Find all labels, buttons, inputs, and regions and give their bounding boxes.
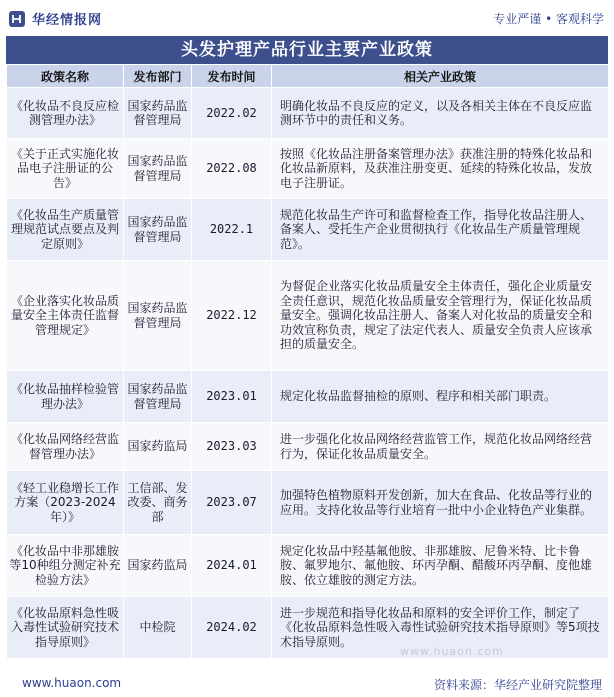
policy-dept: 国家药品监督管理局 xyxy=(124,139,192,199)
policy-desc: 明确化妆品不良反应的定义，以及各相关主体在不良反应监测环节中的责任和义务。 xyxy=(272,88,609,139)
policy-date: 2022.02 xyxy=(192,88,272,139)
policy-name: 《化妆品不良反应检测管理办法》 xyxy=(7,88,124,139)
table-row xyxy=(7,261,609,371)
policy-dept: 国家药品监督管理局 xyxy=(124,371,192,423)
policy-dept: 工信部、发改委、商务部 xyxy=(124,471,192,535)
footer-url: www.huaon.com xyxy=(22,676,122,690)
brand-logo xyxy=(8,9,102,28)
policy-dept: 国家药监局 xyxy=(124,535,192,597)
policy-date: 2024.01 xyxy=(192,535,272,597)
policy-table xyxy=(6,64,609,659)
policy-name: 《轻工业稳增长工作方案（2023-2024年）》 xyxy=(7,471,124,535)
policy-desc: 进一步规范和指导化妆品和原料的安全评价工作，制定了《化妆品原料急性吸入毒性试验研究技术指导原则》等5项技术指导原则。 xyxy=(272,597,609,659)
logo-text: 华经情报网 xyxy=(32,13,103,28)
policy-date: 2024.02 xyxy=(192,597,272,659)
policy-date: 2022.08 xyxy=(192,139,272,199)
table-row xyxy=(7,139,609,199)
policy-desc: 规定化妆品监督抽检的原则、程序和相关部门职责。 xyxy=(272,371,609,423)
top-bar xyxy=(0,0,614,36)
slogan: 专业严谨 • 客观科学 xyxy=(493,12,604,26)
policy-name: 《化妆品抽样检验管理办法》 xyxy=(7,371,124,423)
policy-date: 2023.01 xyxy=(192,371,272,423)
policy-name: 《关于正式实施化妆品电子注册证的公告》 xyxy=(7,139,124,199)
footer xyxy=(0,672,614,697)
table-row xyxy=(7,371,609,423)
policy-desc: 进一步强化化妆品网络经营监管工作，规范化妆品网络经营行为，保证化妆品质量安全。 xyxy=(272,423,609,471)
policy-name: 《化妆品中非那雄胺等10种组分测定补充检验方法》 xyxy=(7,535,124,597)
huajing-logo-icon xyxy=(8,10,26,28)
policy-name: 《化妆品原料急性吸入毒性试验研究技术指导原则》 xyxy=(7,597,124,659)
policy-desc: 为督促企业落实化妆品质量安全主体责任，强化企业质量安全责任意识，规范化妆品质量安全管理行为，保证化妆品质量安全。强调化妆品注册人、备案人对化妆品的质量安全和功效宣称负责，规定了法定代表人、质量安全负责人应该承担的质量安全。 xyxy=(272,261,609,371)
policy-date: 2022.12 xyxy=(192,261,272,371)
policy-date: 2022.1 xyxy=(192,199,272,261)
page-title: 头发护理产品行业主要产业政策 xyxy=(6,36,608,64)
column-header-dept: 发布部门 xyxy=(124,65,192,88)
column-header-date: 发布时间 xyxy=(192,65,272,88)
policy-desc: 按照《化妆品注册备案管理办法》获准注册的特殊化妆品和化妆品新原料，及获准注册变更、延续的特殊化妆品，发放电子注册证。 xyxy=(272,139,609,199)
table-row xyxy=(7,535,609,597)
policy-dept: 中检院 xyxy=(124,597,192,659)
table-row xyxy=(7,88,609,139)
watermark: www.huaon.com xyxy=(400,645,504,658)
policy-desc: 规范化妆品生产许可和监督检查工作，指导化妆品注册人、备案人、受托生产企业贯彻执行《化妆品生产质量管理规范》。 xyxy=(272,199,609,261)
table-row xyxy=(7,199,609,261)
table-row xyxy=(7,597,609,659)
policy-desc: 加强特色植物原料开发创新，加大在食品、化妆品等行业的应用。支持化妆品等行业培育一批中小企业特色产业集群。 xyxy=(272,471,609,535)
policy-name: 《化妆品生产质量管理规范试点要点及判定原则》 xyxy=(7,199,124,261)
column-header-name: 政策名称 xyxy=(7,65,124,88)
table-header-row xyxy=(7,65,609,88)
source-note: 资料来源：华经产业研究院整理 xyxy=(433,678,602,692)
table-row xyxy=(7,423,609,471)
policy-name: 《化妆品网络经营监督管理办法》 xyxy=(7,423,124,471)
policy-date: 2023.03 xyxy=(192,423,272,471)
policy-dept: 国家药品监督管理局 xyxy=(124,88,192,139)
policy-name: 《企业落实化妆品质量安全主体责任监督管理规定》 xyxy=(7,261,124,371)
policy-dept: 国家药品监督管理局 xyxy=(124,261,192,371)
table-row xyxy=(7,471,609,535)
policy-date: 2023.07 xyxy=(192,471,272,535)
policy-dept: 国家药监局 xyxy=(124,423,192,471)
column-header-desc: 相关产业政策 xyxy=(272,65,609,88)
policy-desc: 规定化妆品中羟基氟他胺、非那雄胺、尼鲁米特、比卡鲁胺、氟罗地尔、氟他胺、环丙孕酮、醋酸环丙孕酮、度他雄胺、依立雄胺的测定方法。 xyxy=(272,535,609,597)
policy-dept: 国家药品监督管理局 xyxy=(124,199,192,261)
